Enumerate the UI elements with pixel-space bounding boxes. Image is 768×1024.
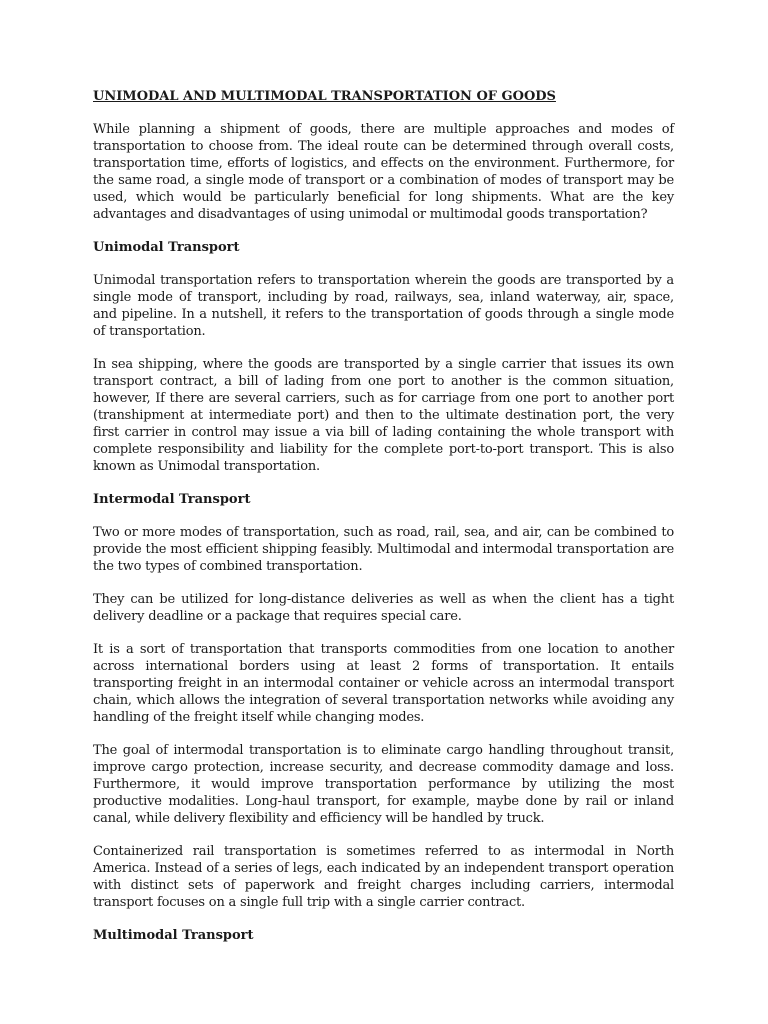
document-title: UNIMODAL AND MULTIMODAL TRANSPORTATION OF GOODS: [93, 89, 556, 104]
intermodal-paragraph-2: They can be utilized for long-distance deliveries as well as when the client has a tight delivery deadline or a package that requires special care.: [93, 592, 674, 624]
intermodal-paragraph-1: Two or more modes of transportation, such as road, rail, sea, and air, can be combined to provide the most efficient shipping feasibly. Multimodal and intermodal transportation are the two types of combined transportation.: [93, 525, 674, 574]
unimodal-paragraph-2: In sea shipping, where the goods are transported by a single carrier that issues its own transport contract, a bill of lading from one port to another is the common situation, however, If there are several carriers, such as for carriage from one port to another port (transhipment at intermediate port) and then to the ultimate destination port, the very first carrier in control may issue a via bill of lading containing the whole transport with complete responsibility and liability for the complete port-to-port transport. This is also known as Unimodal transportation.: [93, 357, 674, 474]
intermodal-paragraph-4: The goal of intermodal transportation is to eliminate cargo handling throughout transit, improve cargo protection, increase security, and decrease commodity damage and loss. Furthermore, it would improve transportation performance by utilizing the most productive modalities. Long-haul transport, for example, maybe done by rail or inland canal, while delivery flexibility and efficiency will be handled by truck.: [93, 743, 674, 826]
document-body: [93, 88, 674, 960]
intermodal-paragraph-5: Containerized rail transportation is sometimes referred to as intermodal in North America. Instead of a series of legs, each indicated by an independent transport operation with distinct sets of paperwork and freight charges including carriers, intermodal transport focuses on a single full trip with a single carrier contract.: [93, 844, 674, 910]
section-heading-intermodal: Intermodal Transport: [93, 492, 251, 507]
section-heading-unimodal: Unimodal Transport: [93, 240, 240, 255]
section-heading-multimodal: Multimodal Transport: [93, 928, 254, 943]
intermodal-paragraph-3: It is a sort of transportation that transports commodities from one location to another across international borders using at least 2 forms of transportation. It entails transporting freight in an intermodal container or vehicle across an intermodal transport chain, which allows the integration of several transportation networks while avoiding any handling of the freight itself while changing modes.: [93, 642, 674, 725]
unimodal-paragraph-1: Unimodal transportation refers to transportation wherein the goods are transported by a single mode of transport, including by road, railways, sea, inland waterway, air, space, and pipeline. In a nutshell, it refers to the transportation of goods through a single mode of transportation.: [93, 273, 674, 339]
intro-paragraph: While planning a shipment of goods, there are multiple approaches and modes of transportation to choose from. The ideal route can be determined through overall costs, transportation time, efforts of logistics, and effects on the environment. Furthermore, for the same road, a single mode of transport or a combination of modes of transport may be used, which would be particularly beneficial for long shipments. What are the key advantages and disadvantages of using unimodal or multimodal goods transportation?: [93, 122, 674, 222]
